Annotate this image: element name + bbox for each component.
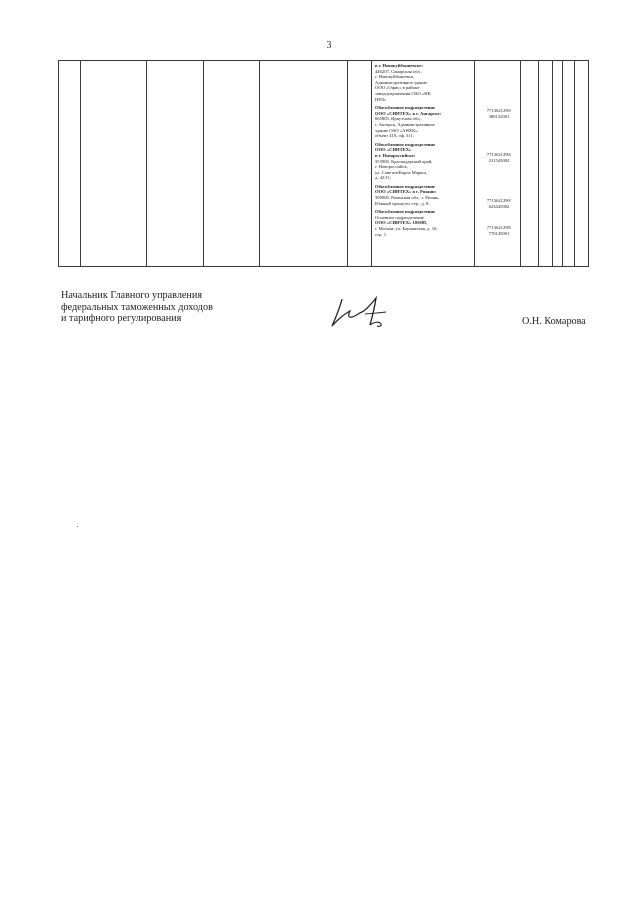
address-line: г. Новороссийск, [375, 164, 408, 170]
table-cell [81, 61, 147, 267]
table-cell [260, 61, 348, 267]
address-line: Основное подразделение [375, 214, 424, 220]
signatory-title [61, 290, 213, 325]
inn-value: 7713621290/ [486, 108, 512, 113]
address-line: ООО «СИНТЕХ» [375, 147, 412, 153]
kpp-value: 623445002 [488, 203, 510, 209]
address-line: НПЗ» [375, 96, 387, 102]
address-line: 390000, Рязанская обл., г. Рязань, [375, 195, 440, 201]
address-line: 353900, Краснодарский край, [375, 158, 433, 164]
address-line: ул. Советов/Карла Маркса, [375, 169, 428, 175]
signatory-title-line: федеральных таможенных доходов [61, 301, 213, 313]
inn-kpp-code [479, 225, 519, 236]
address-line: ООО «Офис» в районе [375, 85, 420, 91]
table-cell [575, 61, 589, 267]
kpp-value: 231545002 [488, 157, 510, 163]
address-line: Обособленное подразделение [375, 105, 436, 111]
signer-name: О.Н. Комарова [522, 316, 586, 327]
table-cell [204, 61, 260, 267]
registry-table [58, 60, 589, 267]
signatory-title-line: Начальник Главного управления [61, 290, 203, 301]
table-cell [521, 61, 539, 267]
address-line: г. Ангарск, Административное [375, 121, 435, 127]
signatory-title-line: и тарифного регулирования [61, 313, 182, 325]
address-line: ООО «СИНТЕХ» 105005, [375, 220, 428, 226]
address-line: 665805, Иркутская обл., [375, 116, 422, 122]
handwritten-signature [328, 295, 398, 331]
address-line: стр. 1 [375, 231, 386, 237]
table-cell [553, 61, 563, 267]
address-line: Обособленное подразделение [375, 141, 436, 147]
address-line: Обособленное подразделение [375, 183, 436, 189]
table-cell [59, 61, 81, 267]
table-cell [348, 61, 372, 267]
address-line: д. 42/11; [375, 175, 392, 181]
address-line: ООО «СИНТЕХ» в г. Рязани: [375, 189, 437, 195]
table-cell [539, 61, 553, 267]
kpp-value: 770145001 [488, 230, 510, 236]
address-line: Обособленное подразделение [375, 209, 436, 215]
address-line: г. Москва, ул. Бауманская, д. 16, [375, 226, 438, 232]
page-number: 3 [326, 40, 332, 51]
address-line: ООО «СИНТЕХ» в г. Ангарске: [375, 110, 442, 116]
address-cell [372, 61, 475, 267]
address-line: в г. Новороссийске: [375, 152, 416, 158]
address-line: здание ОАО «АНХК», [375, 127, 419, 133]
address-line: Южный промузел тер., д. 8; [375, 200, 430, 206]
inn-value: 7713621290/ [486, 198, 512, 203]
address-line: в г. Новокуйбышевске: [375, 63, 423, 68]
table-cell [563, 61, 575, 267]
address-line: г. Новокуйбышевск, [375, 74, 415, 80]
scan-speck [77, 526, 78, 527]
inn-kpp-code [479, 108, 519, 119]
inn-kpp-code [479, 152, 519, 163]
inn-kpp-code [479, 198, 519, 209]
inn-value: 7713621290/ [486, 225, 512, 230]
address-line: 446207, Самарская обл., [375, 68, 423, 74]
table-cell [147, 61, 204, 267]
inn-value: 7713621290/ [486, 152, 512, 157]
codes-cell [475, 61, 521, 267]
address-line: заводоуправления ОАО «НК [375, 90, 431, 96]
kpp-value: 380132001 [488, 113, 510, 119]
address-line: Административное здание [375, 79, 427, 85]
address-line: объект 410, оф. 311; [375, 133, 415, 139]
